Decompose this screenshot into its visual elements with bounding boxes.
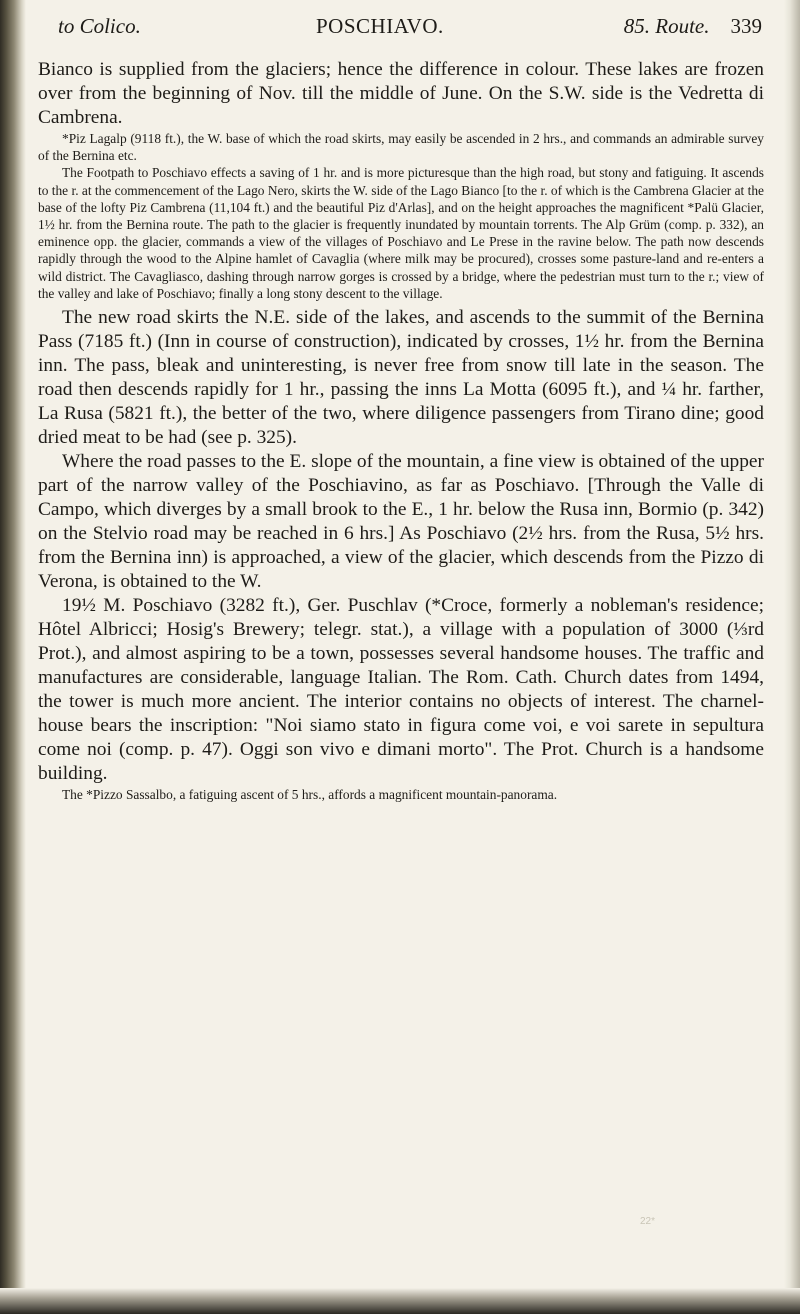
header-right [624,14,762,39]
header-left: to Colico. [58,14,141,38]
header-center: POSCHIAVO. [316,14,444,38]
paragraph-footpath: The Footpath to Poschiavo effects a saving of 1 hr. and is more picturesque than the high road, but stony and fatiguing. It ascends to the r. at the commencement of the Lago Nero, skirts the W. side of the Lago Bianco [to the r. of which is the Cambrena Glacier at the base of the lofty Piz Cambrena (11,104 ft.) and the beautiful Piz d'Arlas], and on the height approaches the magnificent *Palü Glacier, 1½ hr. from the Bernina route. The path to the glacier is frequently inundated by mountain torrents. The Alp Grüm (comp. p. 332), an eminence opp. the glacier, commands a view of the villages of Poschiavo and Le Prese in the ravine below. The path now descends rapidly through the wood to the Alpine hamlet of Cavaglia (where milk may be procured), crosses some pasture-land and re-enters a wild district. The Cavagliasco, dashing through narrow gorges is crossed by a bridge, where the pedestrian must turn to the r.; view of the valley and lake of Poschiavo; finally a long stony descent to the village. [38,165,764,301]
paragraph-piz-lagalp: *Piz Lagalp (9118 ft.), the W. base of which the road skirts, may easily be ascended in 2 hrs., and commands an admirable survey of the Bernina etc. [38,131,764,164]
paragraph-lago-bianco: Bianco is supplied from the glaciers; hence the difference in colour. These lakes are frozen over from the beginning of Nov. till the middle of June. On the S.W. side is the Vedretta di Cambrena. [38,59,764,128]
paragraph-poschiavino-view: Where the road passes to the E. slope of the mountain, a fine view is obtained of the upper part of the narrow valley of the Poschiavino, as far as Poschiavo. [Through the Valle di Campo, which diverges by a small brook to the E., 1 hr. below the Rusa inn, Bormio (p. 342) on the Stelvio road may be reached in 6 hrs.] As Poschiavo (2½ hrs. from the Rusa, 5½ hrs. from the Bernina inn) is approached, a view of the glacier, which descends from the Pizzo di Verona, is obtained to the W. [38,451,764,593]
running-header [58,14,762,42]
paragraph-poschiavo: 19½ M. Poschiavo (3282 ft.), Ger. Puschlav (*Croce, formerly a nobleman's residence; Hôtel Albricci; Hosig's Brewery; telegr. stat.), a village with a population of 3000 (⅓rd Prot.), and almost aspiring to be a town, possesses several handsome houses. The traffic and manufactures are considerable, language Italian. The Rom. Cath. Church dates from 1494, the tower is much more ancient. The interior contains no objects of interest. The charnel-house bears the inscription: "Noi siamo stato in figura come voi, e voi sarete in sepultura come noi (comp. p. 47). Oggi son vivo e dimani morto". The Prot. Church is a handsome building. [38,595,764,785]
header-route: 85. Route. [623,14,710,38]
paragraph-pizzo-sassalbo: The *Pizzo Sassalbo, a fatiguing ascent of 5 hrs., affords a magnificent mountain-panorama. [62,787,558,803]
page-binding-shadow [0,0,26,1314]
page-number: 339 [730,14,762,38]
signature-mark: 22* [640,1216,656,1227]
page-edge-right [784,0,800,1314]
page-edge-bottom [0,1288,800,1314]
page-body [38,58,764,803]
paragraph-bernina-pass: The new road skirts the N.E. side of the lakes, and ascends to the summit of the Bernina Pass (7185 ft.) (Inn in course of construction), indicated by crosses, 1½ hr. from the Bernina inn. The pass, bleak and uninteresting, is never free from snow till late in the season. The road then descends rapidly for 1 hr., passing the inns La Motta (6095 ft.), and ¼ hr. farther, La Rusa (5821 ft.), the better of the two, where diligence passengers from Tirano dine; good dried meat to be had (see p. 325). [38,307,764,449]
